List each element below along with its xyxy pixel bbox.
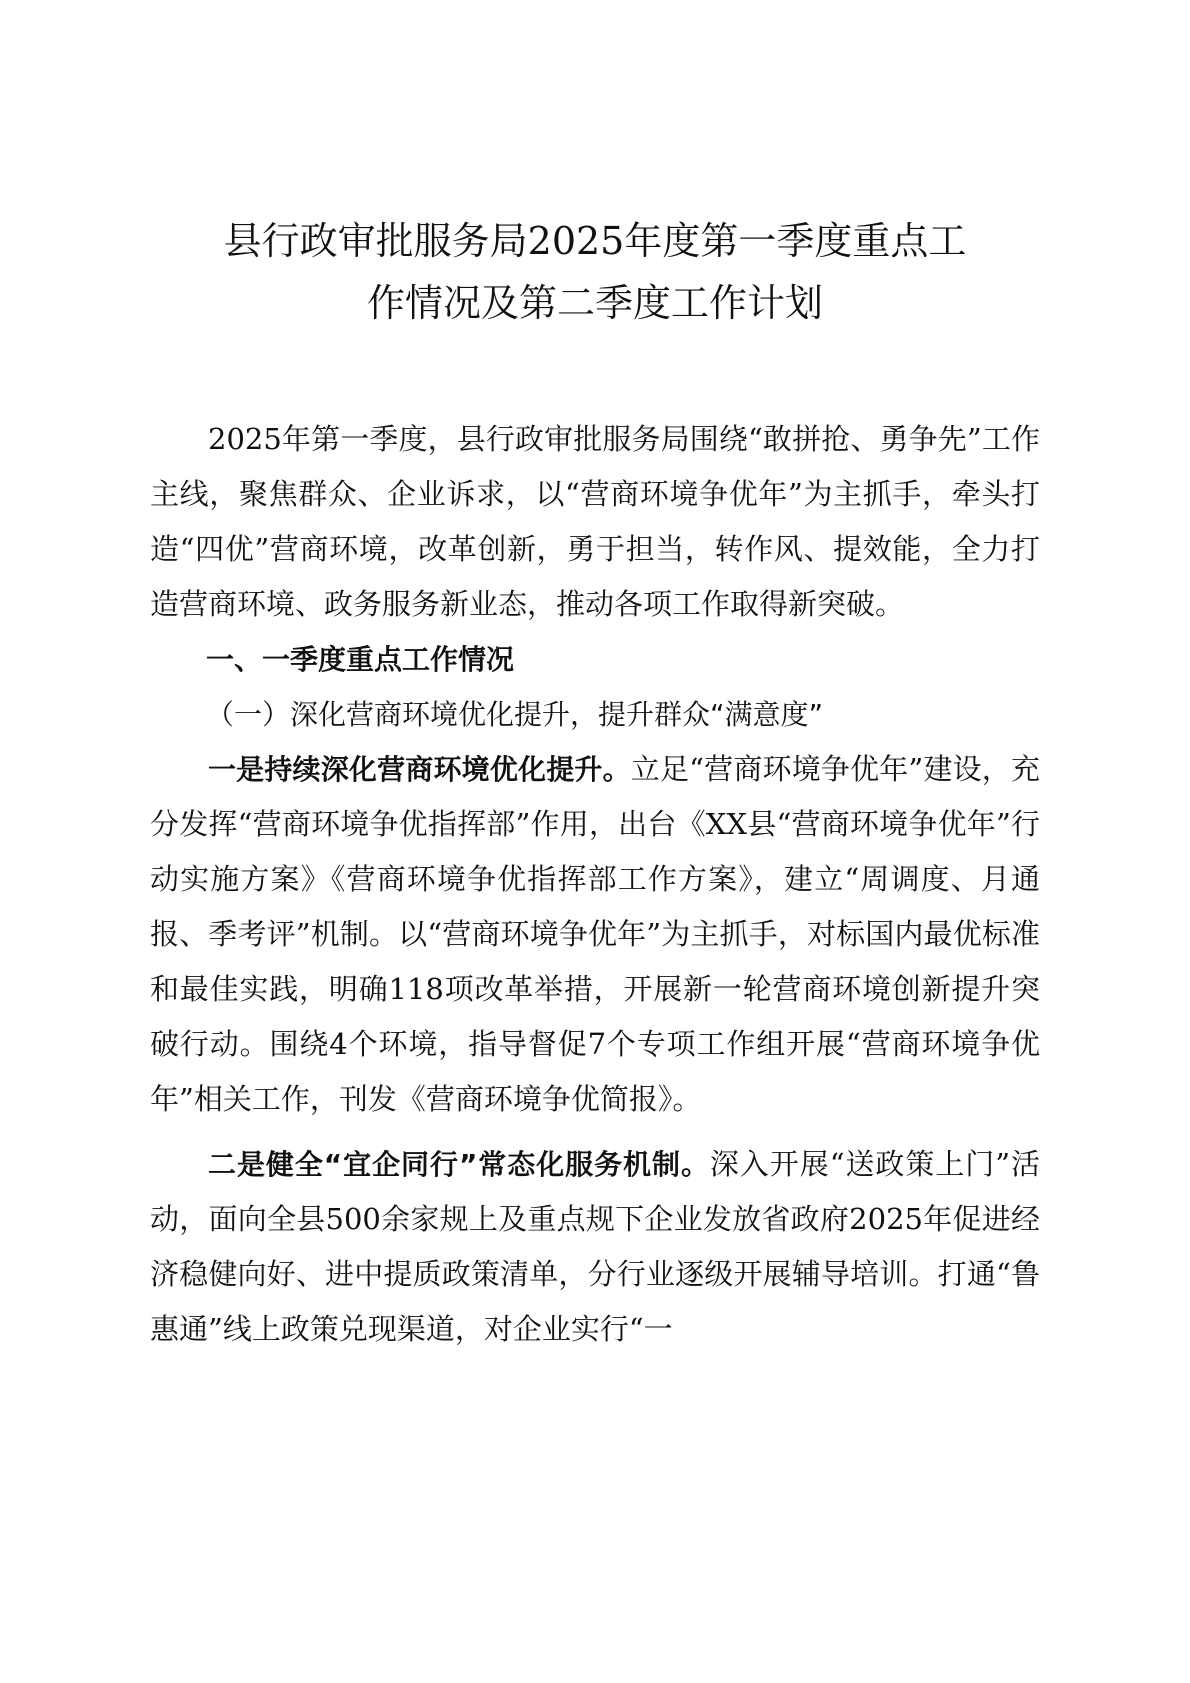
document-page <box>150 210 1040 1357</box>
intro-paragraph: 2025年第一季度，县行政审批服务局围绕“敢拼抢、勇争先”工作主线，聚焦群众、企业诉求，以“营商环境争优年”为主抓手，牵头打造“四优”营商环境，改革创新，勇于担当，转作风、提效能，全力打造营商环境、政务服务新业态，推动各项工作取得新突破。 <box>150 422 1040 621</box>
subsection-heading-1: （一）深化营商环境优化提升，提升群众“满意度” <box>206 698 824 731</box>
document-title <box>150 210 1040 334</box>
title-line-2: 作情况及第二季度工作计划 <box>366 281 823 325</box>
item-paragraph-1 <box>150 742 1040 1127</box>
section-heading-1: 一、一季度重点工作情况 <box>206 643 515 676</box>
item-text-1: 立足“营商环境争优年”建设，充分发挥“营商环境争优指挥部”作用，出台《XX县“营商环境争优年”行动实施方案》《营商环境争优指挥部工作方案》，建立“周调度、月通报、季考评”机制。以“营商环境争优年”为主抓手，对标国内最优标准和最佳实践，明确118项改革举措，开展新一轮营商环境创新提升突破行动。围绕4个环境，指导督促7个专项工作组开展“营商环境争优年”相关工作，刊发《营商环境争优简报》。 <box>150 752 1040 1116</box>
item-text-2: 深入开展“送政策上门”活动，面向全县500余家规上及重点规下企业发放省政府2025年促进经济稳健向好、进中提质政策清单，分行业逐级开展辅导培训。打通“鲁惠通”线上政策兑现渠道，对企业实行“一 <box>150 1147 1041 1346</box>
title-line-1: 县行政审批服务局2025年度第一季度重点工 <box>223 219 967 263</box>
item-lead-1: 一是持续深化营商环境优化提升。 <box>208 753 631 786</box>
item-paragraph-2 <box>150 1137 1040 1357</box>
item-lead-2: 二是健全“宜企同行”常态化服务机制。 <box>208 1148 710 1181</box>
document-body <box>150 412 1040 1357</box>
